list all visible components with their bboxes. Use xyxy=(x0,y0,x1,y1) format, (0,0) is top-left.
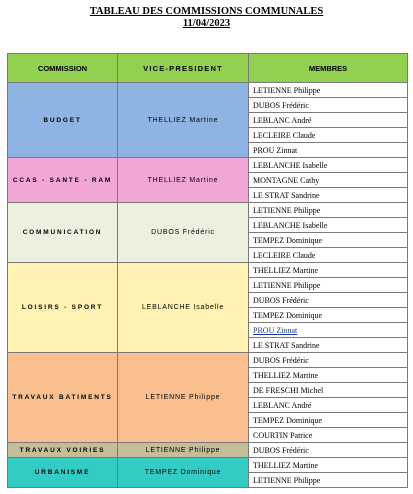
member-cell: DE FRESCHI Michel xyxy=(249,383,408,398)
commission-cell: CCAS - SANTE - RAM xyxy=(8,158,118,203)
header-membres: MEMBRES xyxy=(249,54,408,83)
member-cell: LEBLANCHE Isabelle xyxy=(249,158,408,173)
vice-president-cell: THELLIEZ Martine xyxy=(118,83,249,158)
commission-cell: TRAVAUX BATIMENTS xyxy=(8,353,118,443)
member-cell: LE STRAT Sandrine xyxy=(249,188,408,203)
commission-cell: COMMUNICATION xyxy=(8,203,118,263)
member-cell: THELLIEZ Martine xyxy=(249,458,408,473)
member-cell: LEBLANC André xyxy=(249,398,408,413)
commission-cell: BUDGET xyxy=(8,83,118,158)
table-row xyxy=(8,83,408,98)
commission-cell: LOISIRS - SPORT xyxy=(8,263,118,353)
member-cell: DUBOS Frédéric xyxy=(249,293,408,308)
member-cell: LETIENNE Philippe xyxy=(249,203,408,218)
member-cell: MONTAGNE Cathy xyxy=(249,173,408,188)
member-cell: PROU Zinnat xyxy=(249,323,408,338)
header-vice-president: VICE-PRESIDENT xyxy=(118,54,249,83)
commissions-table xyxy=(7,53,408,488)
member-cell: LEBLANC André xyxy=(249,113,408,128)
table-body xyxy=(8,83,408,488)
member-cell: COURTIN Patrice xyxy=(249,428,408,443)
member-cell: TEMPEZ Dominique xyxy=(249,308,408,323)
table-row xyxy=(8,458,408,473)
member-cell: DUBOS Frédéric xyxy=(249,353,408,368)
vice-president-cell: LETIENNE Philippe xyxy=(118,443,249,458)
vice-president-cell: LETIENNE Philippe xyxy=(118,353,249,443)
member-cell: PROU Zinnat xyxy=(249,143,408,158)
vice-president-cell: TEMPEZ Dominique xyxy=(118,458,249,488)
table-row xyxy=(8,158,408,173)
member-cell: LE STRAT Sandrine xyxy=(249,338,408,353)
header-row xyxy=(8,54,408,83)
vice-president-cell: THELLIEZ Martine xyxy=(118,158,249,203)
header-commission: COMMISSION xyxy=(8,54,118,83)
document-date: 11/04/2023 xyxy=(182,18,231,29)
table-row xyxy=(8,443,408,458)
table-row xyxy=(8,353,408,368)
vice-president-cell: LEBLANCHE Isabelle xyxy=(118,263,249,353)
member-cell: LEBLANCHE Isabelle xyxy=(249,218,408,233)
document-title: TABLEAU DES COMMISSIONS COMMUNALES xyxy=(89,6,324,17)
table-row xyxy=(8,263,408,278)
member-cell: TEMPEZ Dominique xyxy=(249,413,408,428)
member-cell: LECLEIRE Claude xyxy=(249,128,408,143)
member-cell: TEMPEZ Dominique xyxy=(249,233,408,248)
member-cell: THELLIEZ Martine xyxy=(249,368,408,383)
vice-president-cell: DUBOS Frédéric xyxy=(118,203,249,263)
member-cell: LECLEIRE Claude xyxy=(249,248,408,263)
commission-cell: TRAVAUX VOIRIES xyxy=(8,443,118,458)
member-cell: DUBOS Frédéric xyxy=(249,98,408,113)
member-cell: LETIENNE Philippe xyxy=(249,83,408,98)
table-row xyxy=(8,203,408,218)
member-cell: THELLIEZ Martine xyxy=(249,263,408,278)
commission-cell: URBANISME xyxy=(8,458,118,488)
member-cell: LETIENNE Philippe xyxy=(249,278,408,293)
member-cell: DUBOS Frédéric xyxy=(249,443,408,458)
member-cell: LETIENNE Philippe xyxy=(249,473,408,488)
